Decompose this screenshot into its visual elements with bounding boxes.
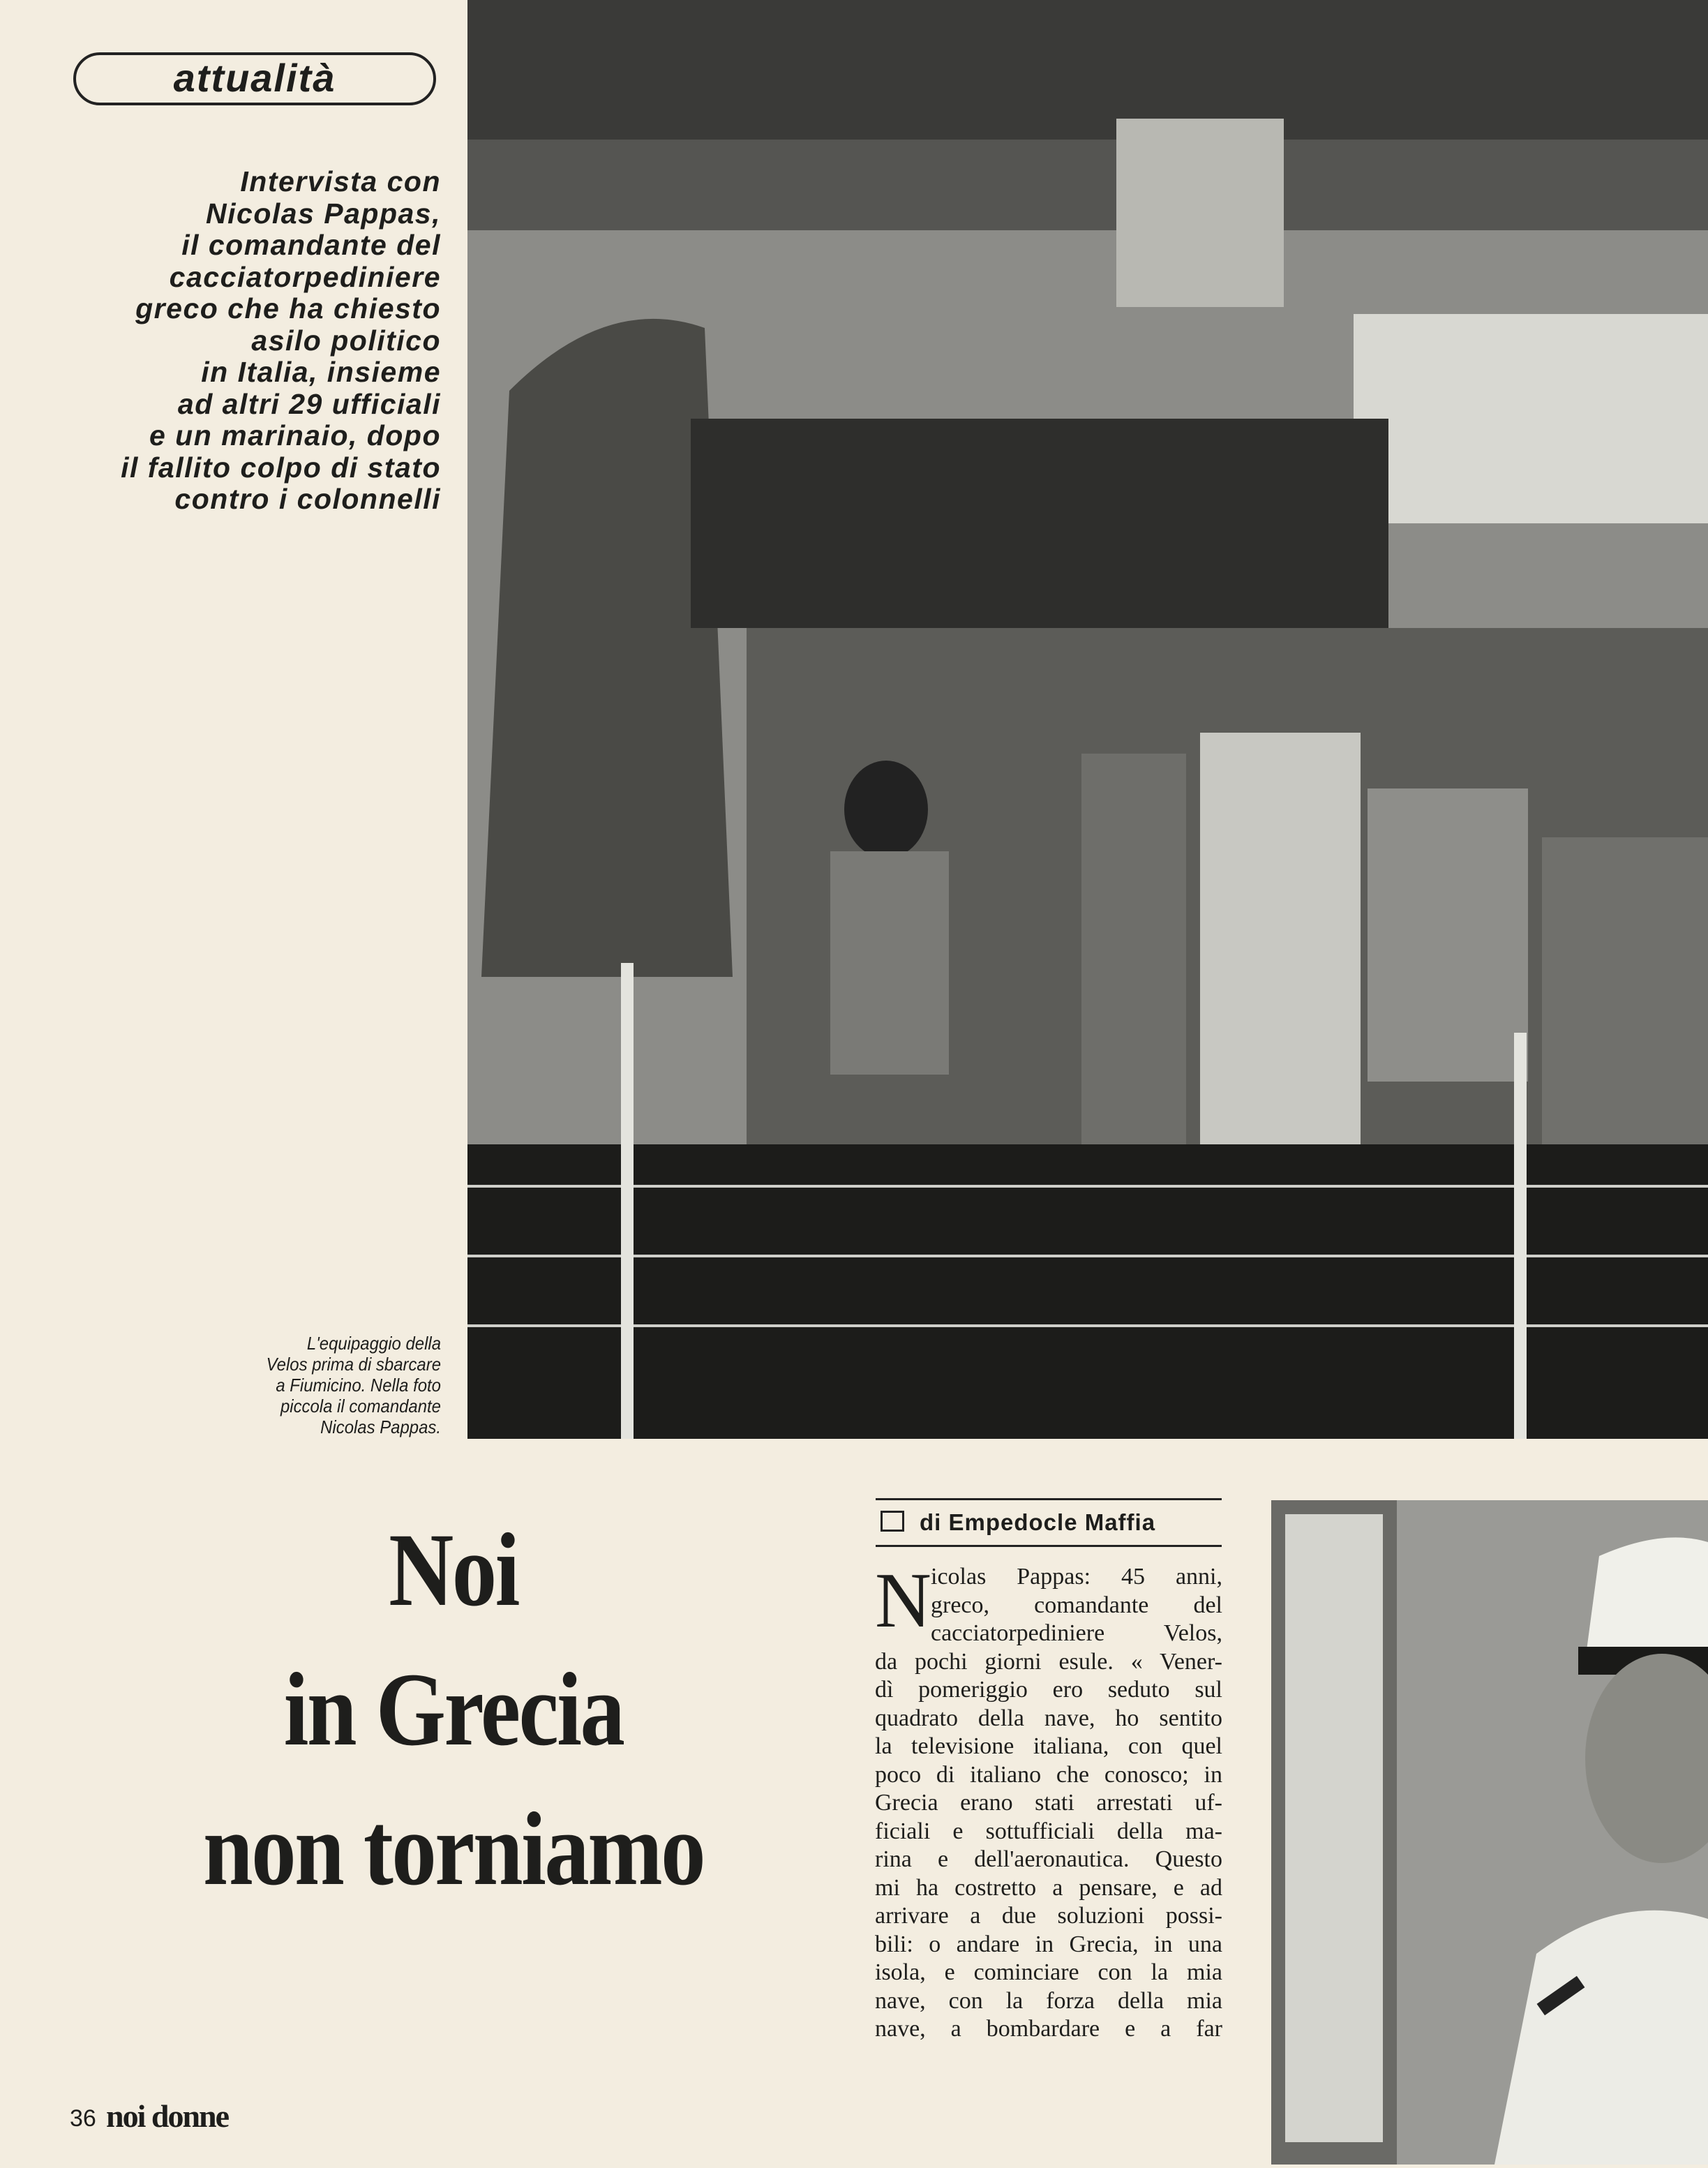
photo-caption [151, 1333, 441, 1437]
byline-top-rule [876, 1498, 1222, 1500]
intro-line: cacciatorpediniere [169, 260, 441, 293]
body-line: dì pomeriggio ero seduto sul [875, 1677, 1222, 1703]
square-bullet-icon [881, 1511, 904, 1532]
byline [881, 1505, 1222, 1540]
intro-line: Intervista con [240, 165, 441, 197]
intro-standfirst [42, 166, 441, 516]
intro-line: contro i colonnelli [174, 483, 441, 515]
headline-line: in Grecia [283, 1652, 624, 1767]
author-name: di Empedocle Maffia [920, 1509, 1156, 1535]
body-line: bili: o andare in Grecia, in una [875, 1931, 1222, 1957]
caption-line: piccola il comandante [280, 1396, 441, 1416]
body-line: da pochi giorni esule. « Vener- [875, 1648, 1222, 1675]
body-line: isola, e cominciare con la mia [875, 1959, 1222, 1985]
body-line: icolas Pappas: 45 anni, [931, 1564, 1222, 1590]
body-line: ficiali e sottufficiali della ma- [875, 1818, 1222, 1844]
magazine-logo: noi donne [106, 2098, 229, 2134]
body-line: quadrato della nave, ho sentito [875, 1705, 1222, 1731]
body-line: la televisione italiana, con quel [875, 1733, 1222, 1759]
caption-line: L'equipaggio della [306, 1333, 441, 1354]
article-body [875, 1557, 1222, 2044]
page-number: 36 [70, 2105, 96, 2132]
commander-portrait-photo [1271, 1500, 1708, 2165]
body-line: arrivare a due soluzioni possi- [875, 1903, 1222, 1929]
intro-line: ad altri 29 ufficiali [177, 387, 441, 420]
intro-line: asilo politico [251, 324, 441, 357]
intro-line: e un marinaio, dopo [149, 419, 441, 451]
body-line: rina e dell'aeronautica. Questo [875, 1846, 1222, 1872]
body-line: nave, a bombardare e a far [875, 2016, 1222, 2042]
crew-photo [467, 0, 1708, 1439]
intro-line: il fallito colpo di stato [121, 451, 441, 484]
caption-line: Nicolas Pappas. [320, 1416, 441, 1437]
body-line: mi ha costretto a pensare, e ad [875, 1874, 1222, 1901]
body-line: cacciatorpediniere Velos, [931, 1620, 1222, 1646]
caption-line: a Fiumicino. Nella foto [276, 1375, 441, 1396]
intro-line: Nicolas Pappas, [206, 197, 441, 230]
intro-line: in Italia, insieme [201, 356, 441, 388]
byline-bottom-rule [876, 1545, 1222, 1547]
section-tag: attualità [73, 52, 436, 105]
body-line: poco di italiano che conosco; in [875, 1761, 1222, 1788]
drop-cap: N [875, 1557, 931, 1644]
headline-line: Noi [389, 1512, 518, 1628]
intro-line: greco che ha chiesto [135, 292, 441, 324]
intro-line: il comandante del [181, 229, 441, 261]
body-line: greco, comandante del [931, 1592, 1222, 1618]
body-line: Grecia erano stati arrestati uf- [875, 1790, 1222, 1816]
caption-line: Velos prima di sbarcare [266, 1354, 441, 1375]
body-line: nave, con la forza della mia [875, 1987, 1222, 2014]
headline [105, 1500, 802, 1919]
headline-line: non torniamo [202, 1791, 705, 1907]
